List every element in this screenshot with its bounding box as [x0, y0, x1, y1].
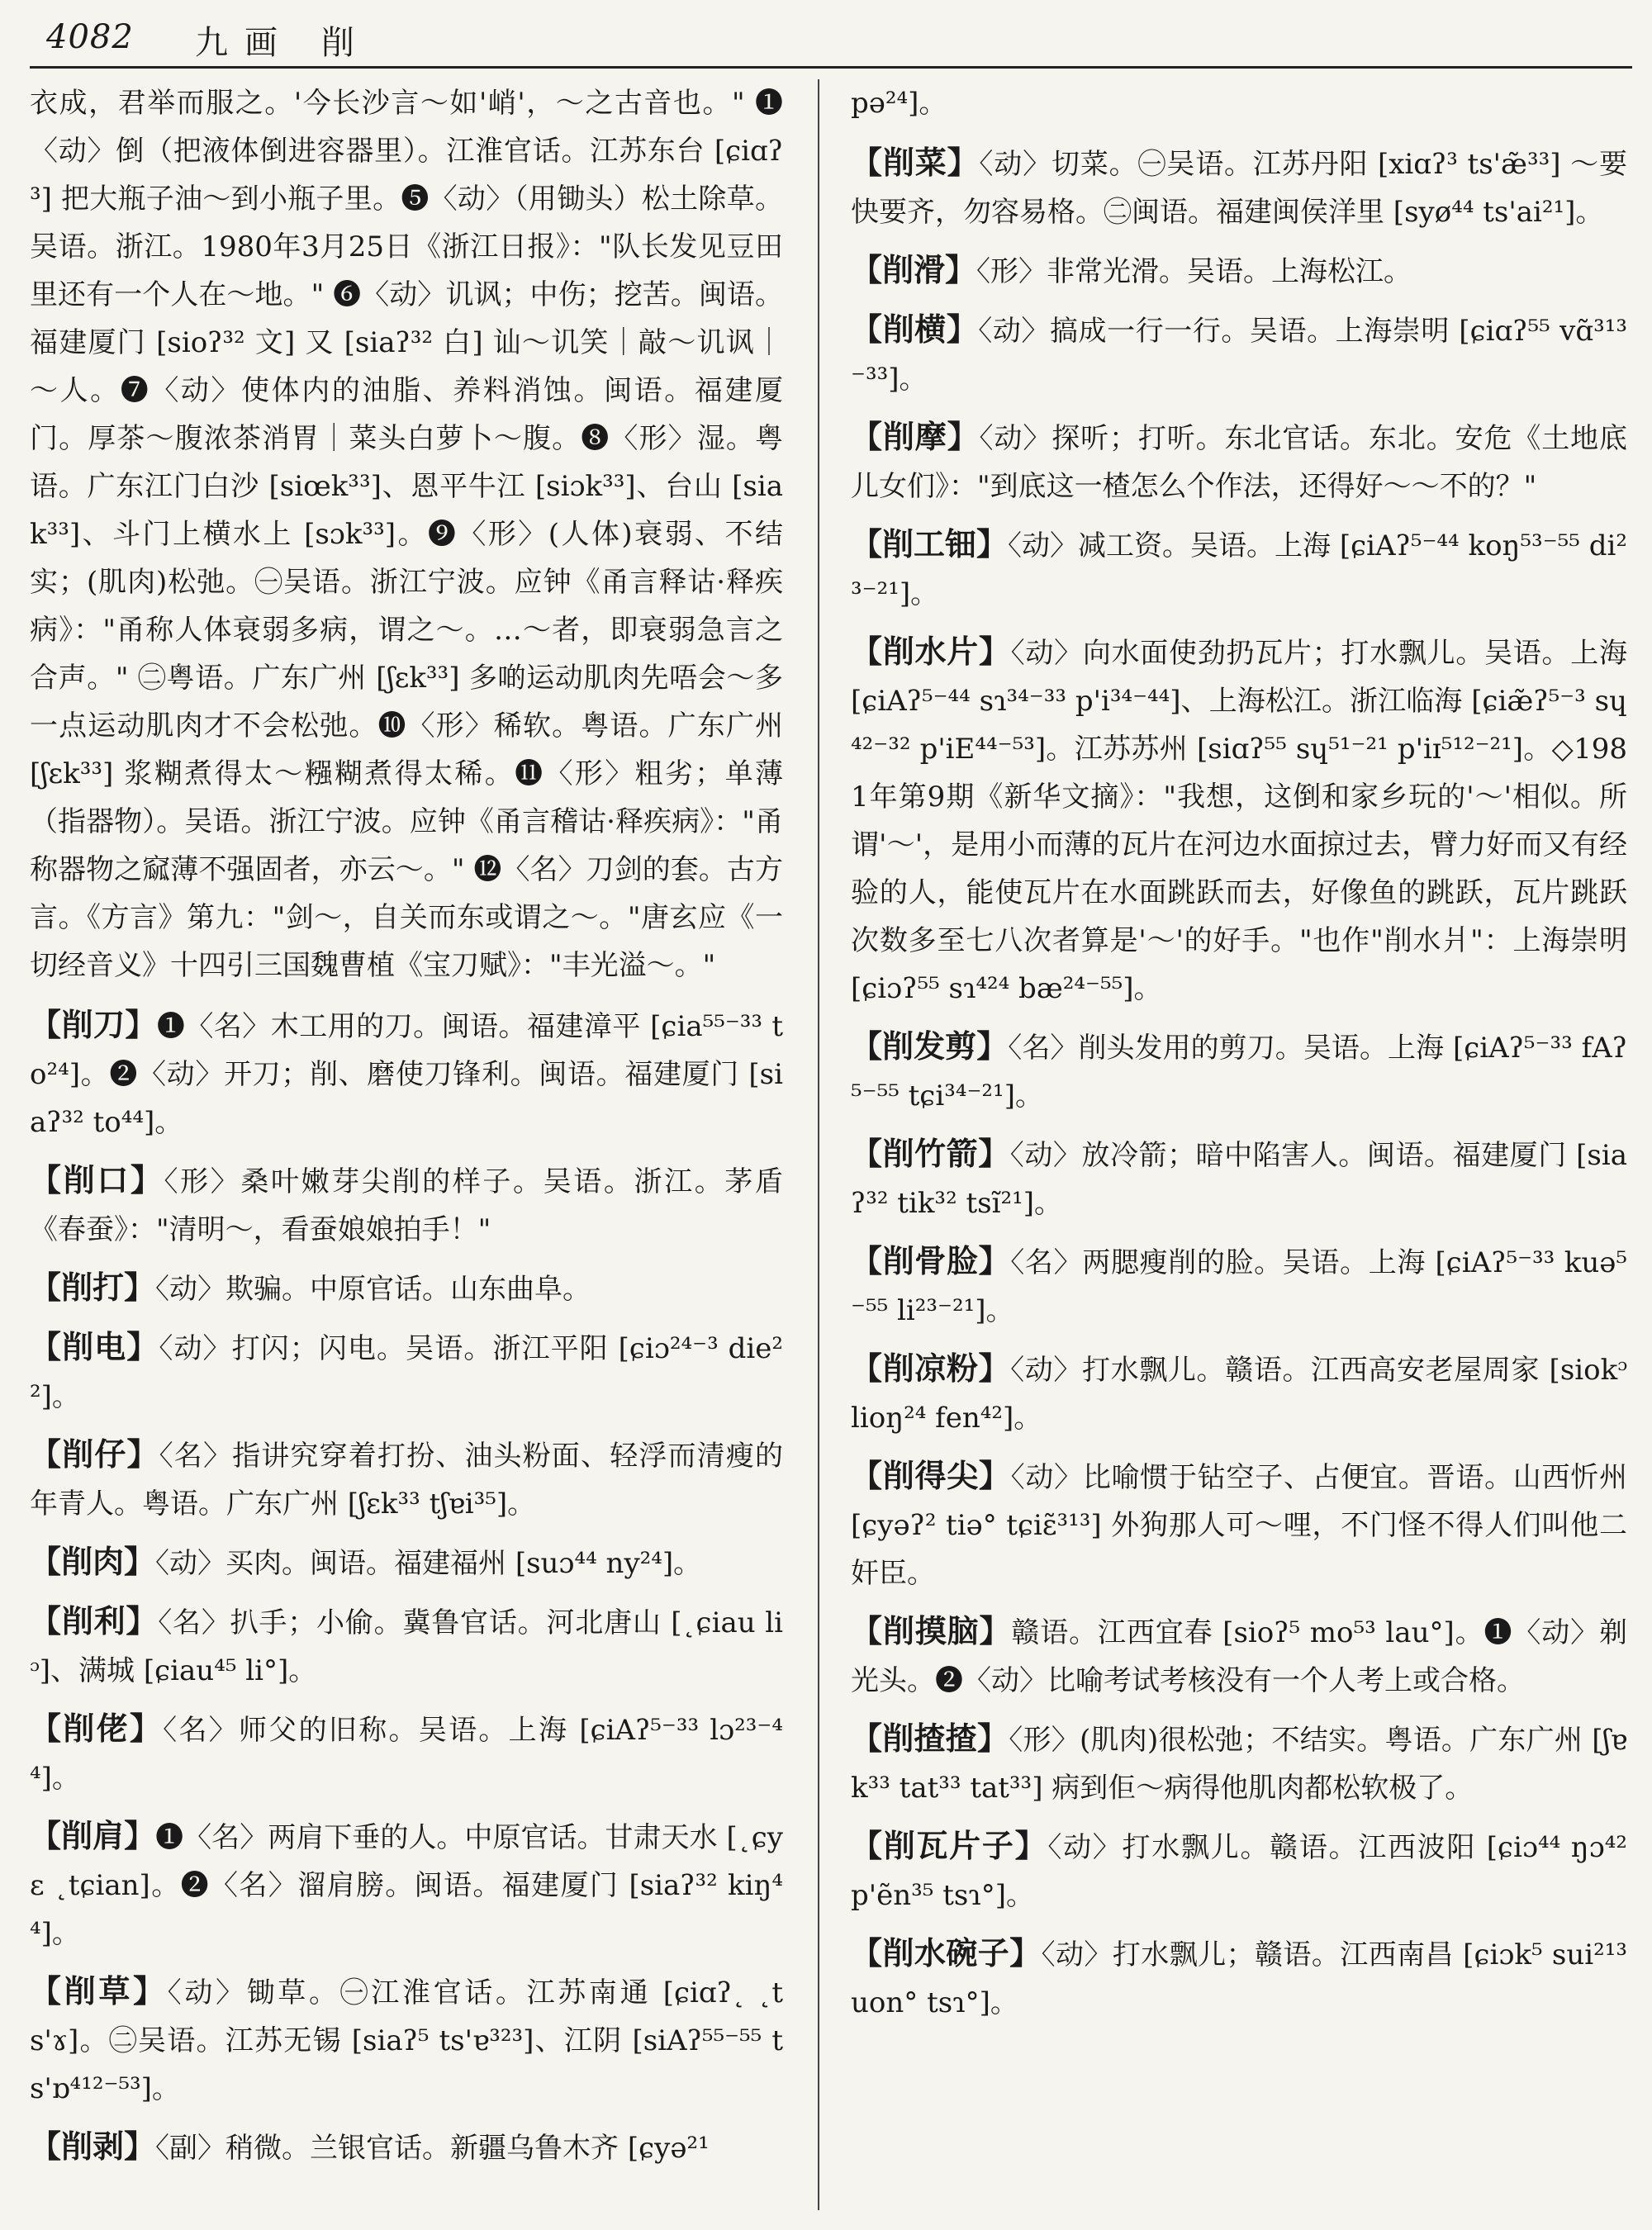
dictionary-entry	[851, 413, 1627, 510]
entry-definition: 〈动〉搞成一行一行。吴语。上海崇明 [ɕiɑʔ⁵⁵ vɑ̃³¹³⁻³³]。	[851, 315, 1627, 396]
entry-headword: 【削草】	[30, 1972, 168, 2009]
dictionary-entry	[851, 1345, 1627, 1442]
entry-headword: 【削竹箭】	[851, 1135, 1010, 1172]
left-entry-list	[30, 1001, 783, 2172]
dictionary-entry	[30, 1812, 783, 1957]
dictionary-entry	[851, 1237, 1627, 1335]
entry-definition: 〈动〉打闪；闪电。吴语。浙江平阳 [ɕiɔ²⁴⁻³ die²²]。	[30, 1332, 783, 1413]
entry-definition: 〈动〉切菜。㊀吴语。江苏丹阳 [xiɑʔ³ ts'æ̃³³] ～要快要齐，勿容易格。㊁闽语。福建闽侯洋里 [syø⁴⁴ ts'ai²¹]。	[851, 148, 1627, 229]
dictionary-entry	[30, 1001, 783, 1146]
dictionary-entry	[30, 1431, 783, 1528]
entry-headword: 【削打】	[30, 1269, 156, 1306]
entry-definition: 赣语。江西宜春 [sioʔ⁵ mo⁵³ lau°]。❶〈动〉剃光头。❷〈动〉比喻考试考核没有一个人考上或合格。	[851, 1616, 1627, 1697]
right-entry-list	[851, 139, 1627, 2027]
dictionary-entry	[851, 1822, 1627, 1919]
dictionary-entry	[851, 1022, 1627, 1120]
entry-definition: 〈动〉比喻惯于钻空子、占便宜。晋语。山西忻州 [ɕyəʔ² tiə° tɕiɛ̃³¹³] 外狗那人可～哩，不门怪不得人们叫他二奸臣。	[851, 1461, 1627, 1590]
entry-headword: 【削肩】	[30, 1817, 156, 1854]
entry-definition: 〈名〉指讲究穿着打扮、油头粉面、轻浮而清瘦的年青人。粤语。广东广州 [ʃɛk³³ tʃɐi³⁵]。	[30, 1440, 783, 1521]
dictionary-entry	[30, 1156, 783, 1254]
entry-headword: 【削佬】	[30, 1710, 164, 1747]
entry-headword: 【削仔】	[30, 1435, 159, 1473]
right-column	[851, 79, 1627, 2037]
entry-definition: 〈动〉打水飘儿；赣语。江西南昌 [ɕiɔk⁵ sui²¹³ uon° tsɿ°]。	[851, 1938, 1627, 2019]
dictionary-entry	[851, 628, 1627, 1013]
entry-definition: 〈形〉非常光滑。吴语。上海松江。	[976, 255, 1412, 288]
entry-headword: 【削凉粉】	[851, 1350, 1011, 1387]
dictionary-entry	[851, 1452, 1627, 1597]
dictionary-entry	[30, 1264, 783, 1313]
dictionary-entry	[851, 1130, 1627, 1227]
dictionary-entry	[30, 1705, 783, 1802]
entry-definition: 〈动〉减工资。吴语。上海 [ɕiAʔ⁵⁻⁴⁴ koŋ⁵³⁻⁵⁵ di²³⁻²¹]。	[851, 529, 1627, 610]
dictionary-entry	[30, 2123, 783, 2172]
entry-headword: 【削菜】	[851, 144, 980, 181]
entry-headword: 【削肉】	[30, 1543, 156, 1580]
entry-definition: 〈名〉师父的旧称。吴语。上海 [ɕiAʔ⁵⁻³³ lɔ²³⁻⁴⁴]。	[30, 1714, 783, 1795]
dictionary-entry	[851, 139, 1627, 236]
dictionary-entry	[30, 1323, 783, 1421]
entry-headword: 【削电】	[30, 1328, 159, 1365]
entry-definition: 〈动〉向水面使劲扔瓦片；打水飘儿。吴语。上海 [ɕiAʔ⁵⁻⁴⁴ sɿ³⁴⁻³³ p'i³⁴⁻⁴⁴]、上海松江。浙江临海 [ɕiæ̃ʔ⁵⁻³ sɥ⁴²⁻³² p'iE⁴⁴⁻⁵³]。江苏苏州 [siɑʔ⁵⁵ sɥ⁵¹⁻²¹ p'iɪ⁵¹²⁻²¹]。◇1981年第9期《新华文摘》："我想，这倒和家乡玩的'～'相似。所谓'～'，是用小而薄的瓦片在河边水面掠过去，臂力好而又有经验的人，能使瓦片在水面跳跃而去，好像鱼的跳跃，瓦片跳跃次数多至七八次者算是'～'的好手。"也作"削水爿"：上海崇明 [ɕiɔʔ⁵⁵ sɿ⁴²⁴ bæ²⁴⁻⁵⁵]。	[851, 637, 1627, 1005]
running-title: 九画 削	[195, 24, 371, 62]
entry-definition: 〈名〉削头发用的剪刀。吴语。上海 [ɕiAʔ⁵⁻³³ fAʔ⁵⁻⁵⁵ tɕi³⁴⁻²¹]。	[851, 1032, 1627, 1113]
entry-headword: 【削口】	[30, 1161, 164, 1198]
page-header	[30, 8, 1632, 66]
dictionary-entry	[851, 1929, 1627, 2027]
continued-entry-text: pə²⁴]。	[851, 87, 947, 120]
entry-headword: 【削摩】	[851, 418, 980, 455]
header-rule	[30, 66, 1632, 69]
entry-definition: 〈动〉欺骗。中原官话。山东曲阜。	[155, 1273, 591, 1306]
left-column	[30, 79, 783, 2182]
entry-headword: 【削工钿】	[851, 525, 1009, 562]
entry-definition: 〈形〉(肌肉)很松弛；不结实。粤语。广东广州 [ʃɐk³³ tat³³ tat³³] 病到佢～病得他肌肉都松软极了。	[851, 1724, 1627, 1805]
entry-headword: 【削刀】	[30, 1006, 157, 1043]
dictionary-entry	[851, 520, 1627, 618]
entry-headword: 【削水片】	[851, 633, 1011, 670]
dictionary-entry	[851, 246, 1627, 296]
dictionary-entry	[851, 306, 1627, 403]
dictionary-entry	[30, 1597, 783, 1695]
dictionary-entry	[30, 1538, 783, 1587]
entry-definition: 〈形〉桑叶嫩芽尖削的样子。吴语。浙江。茅盾《春蚕》："清明～，看蚕娘娘拍手！"	[30, 1165, 783, 1246]
entry-headword: 【削剥】	[30, 2128, 156, 2165]
entry-definition: 〈动〉放冷箭；暗中陷害人。闽语。福建厦门 [siaʔ³² tik³² tsĩ²¹]。	[851, 1139, 1627, 1220]
entry-definition: 〈动〉打水飘儿。赣语。江西波阳 [ɕiɔ⁴⁴ ŋɔ⁴² p'ẽn³⁵ tsɿ°]。	[851, 1831, 1627, 1912]
entry-headword: 【削利】	[30, 1602, 159, 1639]
entry-definition: 〈动〉打水飘儿。赣语。江西高安老屋周家 [siokᵓ lioŋ²⁴ fen⁴²]。	[851, 1354, 1627, 1435]
dictionary-entry	[851, 1715, 1627, 1812]
entry-definition: 〈动〉锄草。㊀江淮官话。江苏南通 [ɕiɑʔ˛ ˛ts'ɤ]。㊁吴语。江苏无锡 [siaʔ⁵ ts'ɐ³²³]、江阴 [siAʔ⁵⁵⁻⁵⁵ ts'ɒ⁴¹²⁻⁵³]。	[30, 1976, 783, 2105]
entry-headword: 【削横】	[851, 311, 979, 348]
entry-headword: 【削滑】	[851, 251, 977, 288]
entry-definition: 〈名〉扒手；小偷。冀鲁官话。河北唐山 [˛ɕiau liᵓ]、满城 [ɕiau⁴⁵ li°]。	[30, 1606, 783, 1687]
entry-headword: 【削揸揸】	[851, 1720, 1009, 1757]
entry-definition: 〈副〉稍微。兰银官话。新疆乌鲁木齐 [ɕyə²¹	[155, 2132, 710, 2165]
entry-headword: 【削发剪】	[851, 1027, 1009, 1065]
entry-definition: 〈动〉买肉。闽语。福建福州 [suɔ⁴⁴ ny²⁴]。	[155, 1547, 702, 1580]
entry-headword: 【削水碗子】	[851, 1934, 1042, 1971]
entry-definition: ❶〈名〉木工用的刀。闽语。福建漳平 [ɕia⁵⁵⁻³³ to²⁴]。❷〈动〉开刀；削、磨使刀锋利。闽语。福建厦门 [siaʔ³² to⁴⁴]。	[30, 1010, 783, 1139]
dictionary-entry	[851, 1607, 1627, 1705]
entry-definition: 〈名〉两腮瘦削的脸。吴语。上海 [ɕiAʔ⁵⁻³³ kuə⁵⁻⁵⁵ li²³⁻²¹]。	[851, 1246, 1627, 1327]
column-divider	[818, 79, 819, 2210]
dictionary-entry	[30, 1967, 783, 2113]
entry-headword: 【削摸脑】	[851, 1612, 1012, 1649]
entry-definition: ❶〈名〉两肩下垂的人。中原官话。甘肃天水 [˛ɕyɛ ˛tɕian]。❷〈名〉溜肩膀。闽语。福建厦门 [siaʔ³² kiŋ⁴⁴]。	[30, 1821, 783, 1950]
continued-entry-text: 衣成，君举而服之。'今长沙言～如'峭'，～之古音也。" ❶〈动〉倒（把液体倒进容器里）。江淮官话。江苏东台 [ɕiɑʔ³] 把大瓶子油～到小瓶子里。❺〈动〉（用锄头）松土除草。吴语。浙江。1980年3月25日《浙江日报》："队长发见豆田里还有一个人在～地。" ❻〈动〉讥讽；中伤；挖苦。闽语。福建厦门 [sioʔ³² 文] 又 [siaʔ³² 白] 讪～讥笑｜敲～讥讽｜～人。❼〈动〉使体内的油脂、养料消蚀。闽语。福建厦门。厚茶～腹浓茶消胃｜菜头白萝卜～腹。❽〈形〉湿。粤语。广东江门白沙 [siœk³³]、恩平牛江 [siɔk³³]、台山 [siak³³]、斗门上横水上 [sɔk³³]。❾〈形〉(人体)衰弱、不结实；(肌肉)松弛。㊀吴语。浙江宁波。应钟《甬言释诂·释疾病》："甬称人体衰弱多病，谓之～。…～者，即衰弱急言之合声。" ㊁粤语。广东广州 [ʃɛk³³] 多啲运动肌肉先唔会～多一点运动肌肉才不会松弛。❿〈形〉稀软。粤语。广东广州 [ʃɛk³³] 浆糊煮得太～糨糊煮得太稀。⓫〈形〉粗劣；单薄（指器物）。吴语。浙江宁波。应钟《甬言稽诂·释疾病》："甬称器物之窳薄不强固者，亦云～。" ⓬〈名〉刀剑的套。古方言。《方言》第九："剑～，自关而东或谓之～。"唐玄应《一切经音义》十四引三国魏曹植《宝刀赋》："丰光溢～。"	[30, 87, 783, 982]
page-number: 4082	[46, 18, 134, 56]
entry-headword: 【削瓦片子】	[851, 1827, 1048, 1864]
entry-headword: 【削得尖】	[851, 1457, 1011, 1494]
entry-headword: 【削骨脸】	[851, 1242, 1011, 1279]
entry-definition: 〈动〉探听；打听。东北官话。东北。安危《土地底儿女们》："到底这一楂怎么个作法，还得好～～不的？"	[851, 422, 1627, 503]
